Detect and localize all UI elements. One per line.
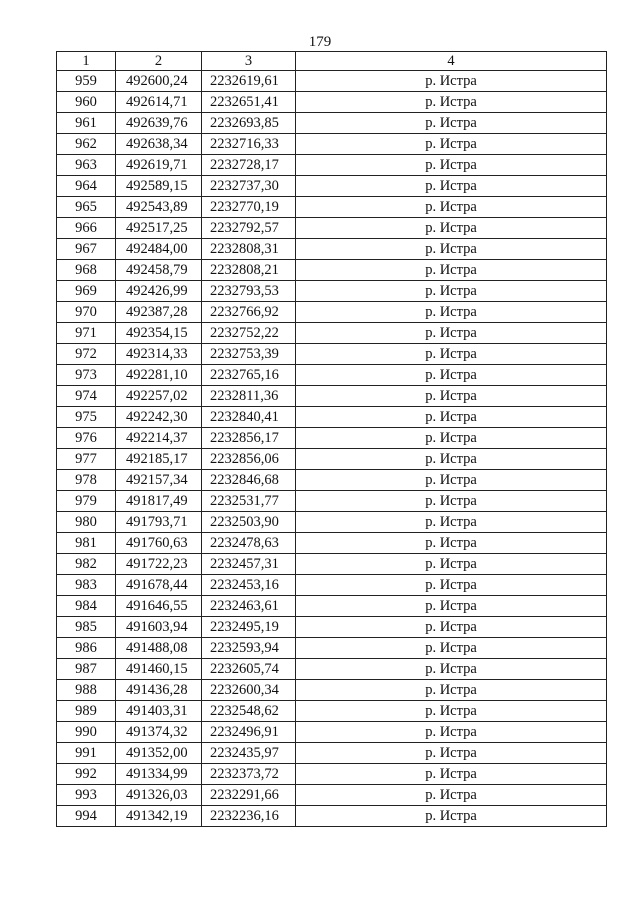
table-row <box>57 596 607 617</box>
cell-x-coordinate: 492314,33 <box>116 344 202 365</box>
cell-point-number: 963 <box>57 155 116 176</box>
table-row <box>57 176 607 197</box>
cell-y-coordinate: 2232463,61 <box>202 596 296 617</box>
cell-x-coordinate: 491326,03 <box>116 785 202 806</box>
table-row <box>57 680 607 701</box>
table-row <box>57 239 607 260</box>
cell-y-coordinate: 2232236,16 <box>202 806 296 827</box>
cell-point-number: 976 <box>57 428 116 449</box>
table-row <box>57 302 607 323</box>
cell-point-number: 966 <box>57 218 116 239</box>
cell-x-coordinate: 492387,28 <box>116 302 202 323</box>
table-row <box>57 71 607 92</box>
cell-y-coordinate: 2232766,92 <box>202 302 296 323</box>
cell-x-coordinate: 492214,37 <box>116 428 202 449</box>
cell-description: р. Истра <box>296 617 607 638</box>
cell-x-coordinate: 491722,23 <box>116 554 202 575</box>
cell-y-coordinate: 2232495,19 <box>202 617 296 638</box>
table-row <box>57 638 607 659</box>
cell-x-coordinate: 492543,89 <box>116 197 202 218</box>
cell-y-coordinate: 2232605,74 <box>202 659 296 680</box>
cell-x-coordinate: 492589,15 <box>116 176 202 197</box>
cell-y-coordinate: 2232478,63 <box>202 533 296 554</box>
cell-description: р. Истра <box>296 281 607 302</box>
cell-x-coordinate: 491342,19 <box>116 806 202 827</box>
cell-x-coordinate: 492281,10 <box>116 365 202 386</box>
cell-description: р. Истра <box>296 113 607 134</box>
cell-description: р. Истра <box>296 638 607 659</box>
cell-y-coordinate: 2232811,36 <box>202 386 296 407</box>
cell-x-coordinate: 492614,71 <box>116 92 202 113</box>
header-row <box>57 52 607 71</box>
table-row <box>57 113 607 134</box>
cell-y-coordinate: 2232435,97 <box>202 743 296 764</box>
cell-y-coordinate: 2232808,31 <box>202 239 296 260</box>
cell-y-coordinate: 2232531,77 <box>202 491 296 512</box>
cell-description: р. Истра <box>296 134 607 155</box>
cell-description: р. Истра <box>296 512 607 533</box>
cell-point-number: 980 <box>57 512 116 533</box>
cell-point-number: 960 <box>57 92 116 113</box>
cell-description: р. Истра <box>296 92 607 113</box>
cell-description: р. Истра <box>296 659 607 680</box>
cell-point-number: 978 <box>57 470 116 491</box>
cell-y-coordinate: 2232753,39 <box>202 344 296 365</box>
cell-point-number: 987 <box>57 659 116 680</box>
cell-point-number: 962 <box>57 134 116 155</box>
cell-y-coordinate: 2232770,19 <box>202 197 296 218</box>
cell-x-coordinate: 492157,34 <box>116 470 202 491</box>
cell-x-coordinate: 491793,71 <box>116 512 202 533</box>
cell-point-number: 968 <box>57 260 116 281</box>
cell-point-number: 994 <box>57 806 116 827</box>
cell-description: р. Истра <box>296 176 607 197</box>
cell-point-number: 975 <box>57 407 116 428</box>
table-row <box>57 659 607 680</box>
cell-description: р. Истра <box>296 449 607 470</box>
cell-y-coordinate: 2232457,31 <box>202 554 296 575</box>
cell-description: р. Истра <box>296 344 607 365</box>
cell-description: р. Истра <box>296 428 607 449</box>
cell-y-coordinate: 2232856,06 <box>202 449 296 470</box>
cell-point-number: 972 <box>57 344 116 365</box>
cell-x-coordinate: 491352,00 <box>116 743 202 764</box>
cell-y-coordinate: 2232716,33 <box>202 134 296 155</box>
cell-x-coordinate: 491678,44 <box>116 575 202 596</box>
table-row <box>57 617 607 638</box>
cell-point-number: 986 <box>57 638 116 659</box>
cell-point-number: 988 <box>57 680 116 701</box>
cell-point-number: 983 <box>57 575 116 596</box>
cell-description: р. Истра <box>296 239 607 260</box>
cell-description: р. Истра <box>296 785 607 806</box>
table-row <box>57 554 607 575</box>
cell-y-coordinate: 2232793,53 <box>202 281 296 302</box>
table-row <box>57 428 607 449</box>
cell-y-coordinate: 2232593,94 <box>202 638 296 659</box>
table-row <box>57 155 607 176</box>
cell-point-number: 964 <box>57 176 116 197</box>
table-row <box>57 512 607 533</box>
cell-point-number: 989 <box>57 701 116 722</box>
table-header <box>57 52 607 71</box>
cell-description: р. Истра <box>296 197 607 218</box>
cell-point-number: 977 <box>57 449 116 470</box>
cell-point-number: 992 <box>57 764 116 785</box>
table-row <box>57 701 607 722</box>
cell-description: р. Истра <box>296 218 607 239</box>
cell-x-coordinate: 492600,24 <box>116 71 202 92</box>
cell-x-coordinate: 492517,25 <box>116 218 202 239</box>
cell-x-coordinate: 491403,31 <box>116 701 202 722</box>
cell-point-number: 981 <box>57 533 116 554</box>
cell-x-coordinate: 491374,32 <box>116 722 202 743</box>
cell-description: р. Истра <box>296 722 607 743</box>
table-row <box>57 260 607 281</box>
cell-description: р. Истра <box>296 575 607 596</box>
cell-point-number: 979 <box>57 491 116 512</box>
cell-x-coordinate: 492638,34 <box>116 134 202 155</box>
table-row <box>57 344 607 365</box>
cell-description: р. Истра <box>296 554 607 575</box>
table-body <box>57 71 607 827</box>
table-row <box>57 386 607 407</box>
table-row <box>57 92 607 113</box>
cell-y-coordinate: 2232792,57 <box>202 218 296 239</box>
cell-x-coordinate: 492426,99 <box>116 281 202 302</box>
cell-point-number: 965 <box>57 197 116 218</box>
header-col-4: 4 <box>296 52 607 71</box>
table-row <box>57 743 607 764</box>
cell-description: р. Истра <box>296 764 607 785</box>
table-row <box>57 533 607 554</box>
cell-point-number: 967 <box>57 239 116 260</box>
cell-description: р. Истра <box>296 470 607 491</box>
cell-x-coordinate: 491436,28 <box>116 680 202 701</box>
cell-point-number: 990 <box>57 722 116 743</box>
cell-description: р. Истра <box>296 491 607 512</box>
cell-description: р. Истра <box>296 596 607 617</box>
cell-description: р. Истра <box>296 155 607 176</box>
cell-description: р. Истра <box>296 365 607 386</box>
cell-description: р. Истра <box>296 701 607 722</box>
cell-point-number: 974 <box>57 386 116 407</box>
cell-x-coordinate: 492639,76 <box>116 113 202 134</box>
cell-x-coordinate: 492484,00 <box>116 239 202 260</box>
cell-y-coordinate: 2232496,91 <box>202 722 296 743</box>
cell-point-number: 993 <box>57 785 116 806</box>
cell-x-coordinate: 491488,08 <box>116 638 202 659</box>
cell-y-coordinate: 2232453,16 <box>202 575 296 596</box>
header-col-3: 3 <box>202 52 296 71</box>
cell-y-coordinate: 2232291,66 <box>202 785 296 806</box>
cell-point-number: 991 <box>57 743 116 764</box>
cell-x-coordinate: 492619,71 <box>116 155 202 176</box>
cell-description: р. Истра <box>296 71 607 92</box>
cell-x-coordinate: 492458,79 <box>116 260 202 281</box>
cell-point-number: 971 <box>57 323 116 344</box>
cell-point-number: 961 <box>57 113 116 134</box>
table-row <box>57 449 607 470</box>
table-row <box>57 764 607 785</box>
header-col-1: 1 <box>57 52 116 71</box>
table-row <box>57 197 607 218</box>
cell-y-coordinate: 2232737,30 <box>202 176 296 197</box>
cell-y-coordinate: 2232619,61 <box>202 71 296 92</box>
table-row <box>57 575 607 596</box>
cell-description: р. Истра <box>296 407 607 428</box>
table-row <box>57 806 607 827</box>
cell-description: р. Истра <box>296 260 607 281</box>
table-row <box>57 365 607 386</box>
cell-y-coordinate: 2232840,41 <box>202 407 296 428</box>
cell-description: р. Истра <box>296 323 607 344</box>
cell-y-coordinate: 2232752,22 <box>202 323 296 344</box>
cell-y-coordinate: 2232856,17 <box>202 428 296 449</box>
cell-y-coordinate: 2232503,90 <box>202 512 296 533</box>
cell-x-coordinate: 492242,30 <box>116 407 202 428</box>
cell-description: р. Истра <box>296 533 607 554</box>
cell-y-coordinate: 2232693,85 <box>202 113 296 134</box>
cell-description: р. Истра <box>296 302 607 323</box>
cell-y-coordinate: 2232651,41 <box>202 92 296 113</box>
cell-point-number: 985 <box>57 617 116 638</box>
cell-y-coordinate: 2232600,34 <box>202 680 296 701</box>
cell-y-coordinate: 2232765,16 <box>202 365 296 386</box>
cell-x-coordinate: 492354,15 <box>116 323 202 344</box>
cell-point-number: 969 <box>57 281 116 302</box>
cell-point-number: 973 <box>57 365 116 386</box>
cell-x-coordinate: 491760,63 <box>116 533 202 554</box>
cell-x-coordinate: 491334,99 <box>116 764 202 785</box>
cell-x-coordinate: 492257,02 <box>116 386 202 407</box>
cell-description: р. Истра <box>296 806 607 827</box>
cell-y-coordinate: 2232373,72 <box>202 764 296 785</box>
cell-description: р. Истра <box>296 386 607 407</box>
cell-point-number: 982 <box>57 554 116 575</box>
cell-x-coordinate: 492185,17 <box>116 449 202 470</box>
cell-point-number: 959 <box>57 71 116 92</box>
cell-x-coordinate: 491817,49 <box>116 491 202 512</box>
cell-x-coordinate: 491603,94 <box>116 617 202 638</box>
header-col-2: 2 <box>116 52 202 71</box>
table-row <box>57 722 607 743</box>
cell-description: р. Истра <box>296 680 607 701</box>
cell-x-coordinate: 491460,15 <box>116 659 202 680</box>
table-row <box>57 491 607 512</box>
table-row <box>57 470 607 491</box>
cell-description: р. Истра <box>296 743 607 764</box>
cell-point-number: 970 <box>57 302 116 323</box>
coordinates-table <box>56 51 607 827</box>
table-row <box>57 323 607 344</box>
table-row <box>57 281 607 302</box>
cell-y-coordinate: 2232728,17 <box>202 155 296 176</box>
cell-y-coordinate: 2232808,21 <box>202 260 296 281</box>
table-row <box>57 407 607 428</box>
cell-x-coordinate: 491646,55 <box>116 596 202 617</box>
cell-y-coordinate: 2232846,68 <box>202 470 296 491</box>
table-row <box>57 785 607 806</box>
table-row <box>57 134 607 155</box>
cell-point-number: 984 <box>57 596 116 617</box>
table-row <box>57 218 607 239</box>
cell-y-coordinate: 2232548,62 <box>202 701 296 722</box>
page-number: 179 <box>308 34 332 50</box>
